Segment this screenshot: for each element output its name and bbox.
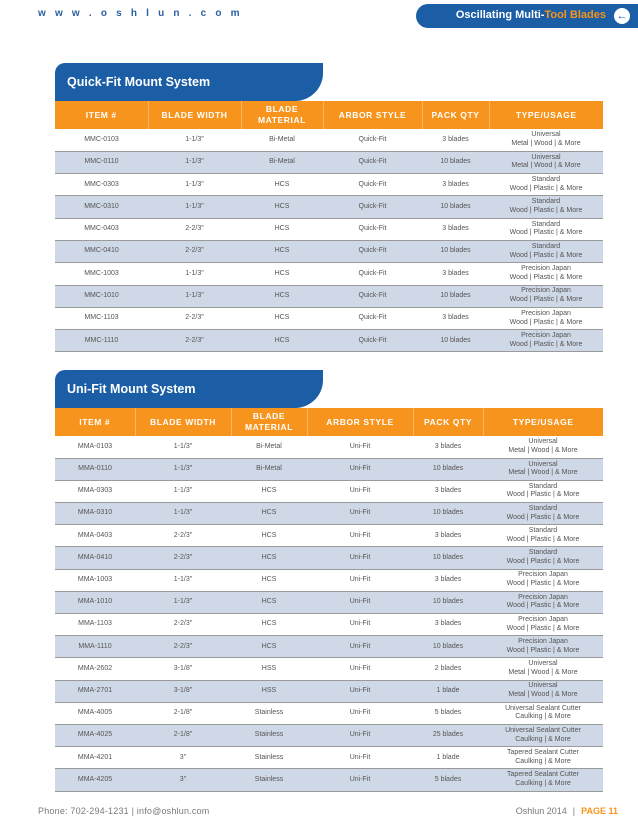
cell-pack: 3 blades: [413, 569, 483, 591]
usage-type: Precision Japan: [521, 265, 571, 273]
cell-item: MMA-2602: [55, 658, 135, 680]
usage-materials: Wood | Plastic | & More: [509, 251, 583, 259]
usage-type: Standard: [531, 198, 561, 206]
table-row: [55, 591, 603, 613]
usage-type: Precision Japan: [518, 593, 568, 601]
cell-pack: 3 blades: [422, 263, 489, 285]
cell-usage: [483, 702, 603, 724]
cell-width: 2-2/3": [148, 307, 241, 329]
usage-materials: Wood | Plastic | & More: [506, 624, 580, 632]
cell-usage: [489, 263, 603, 285]
cell-material: HCS: [231, 503, 307, 525]
cell-arbor: Uni-Fit: [307, 614, 413, 636]
table-row: [55, 196, 603, 218]
table-row: [55, 307, 603, 329]
cell-width: 1-1/3": [148, 285, 241, 307]
banner-title-main: Oscillating Multi-: [455, 9, 545, 21]
cell-width: 2-2/3": [148, 218, 241, 240]
cell-material: HSS: [231, 658, 307, 680]
cell-width: 1-1/3": [135, 569, 231, 591]
cell-item: MMA-4005: [55, 702, 135, 724]
cell-material: HCS: [241, 307, 323, 329]
usage-materials: Metal | Wood | & More: [508, 691, 578, 699]
usage-materials: Metal | Wood | & More: [511, 139, 581, 147]
col-header-item: ITEM #: [55, 101, 148, 129]
table-row: [55, 285, 603, 307]
cell-item: MMA-0110: [55, 458, 135, 480]
cell-material: HCS: [241, 196, 323, 218]
cell-width: 2-2/3": [135, 547, 231, 569]
table-row: [55, 702, 603, 724]
cell-usage: [489, 330, 603, 352]
cell-pack: 10 blades: [413, 636, 483, 658]
table-row: [55, 503, 603, 525]
cell-arbor: Uni-Fit: [307, 702, 413, 724]
cell-item: MMC-1103: [55, 307, 148, 329]
unifit-tab: [55, 370, 323, 408]
cell-item: MMC-1010: [55, 285, 148, 307]
usage-type: Precision Japan: [521, 287, 571, 295]
cell-arbor: Uni-Fit: [307, 724, 413, 746]
cell-material: Stainless: [231, 702, 307, 724]
usage-type: Universal: [531, 131, 561, 139]
cell-width: 2-1/8": [135, 724, 231, 746]
usage-materials: Wood | Plastic | & More: [509, 318, 583, 326]
cell-material: Bi-Metal: [231, 436, 307, 458]
usage-type: Universal Sealant Cutter: [505, 726, 581, 734]
cell-arbor: Quick-Fit: [323, 263, 422, 285]
cell-usage: [489, 174, 603, 196]
cell-pack: 25 blades: [413, 724, 483, 746]
cell-usage: [483, 436, 603, 458]
cell-arbor: Quick-Fit: [323, 307, 422, 329]
cell-width: 3-1/8": [135, 680, 231, 702]
table-row: [55, 636, 603, 658]
usage-materials: Wood | Plastic | & More: [509, 184, 583, 192]
cell-arbor: Uni-Fit: [307, 747, 413, 769]
cell-pack: 10 blades: [413, 591, 483, 613]
cell-arbor: Quick-Fit: [323, 218, 422, 240]
col-header-material-line2: MATERIAL: [257, 115, 307, 125]
cell-pack: 10 blades: [422, 196, 489, 218]
cell-material: HCS: [231, 591, 307, 613]
cell-width: 1-1/3": [148, 196, 241, 218]
cell-arbor: Quick-Fit: [323, 129, 422, 151]
usage-type: Standard: [531, 175, 561, 183]
usage-type: Standard: [531, 220, 561, 228]
cell-arbor: Uni-Fit: [307, 480, 413, 502]
cell-material: HCS: [241, 285, 323, 307]
cell-item: MMC-1003: [55, 263, 148, 285]
cell-arbor: Quick-Fit: [323, 174, 422, 196]
cell-usage: [489, 285, 603, 307]
cell-width: 3": [135, 769, 231, 791]
cell-usage: [483, 747, 603, 769]
cell-item: MMA-0410: [55, 547, 135, 569]
quickfit-table: [55, 101, 603, 352]
usage-type: Universal: [531, 153, 561, 161]
cell-width: 2-1/8": [135, 702, 231, 724]
table-row: [55, 614, 603, 636]
cell-width: 1-1/3": [148, 129, 241, 151]
cell-width: 2-2/3": [148, 240, 241, 262]
cell-arbor: Uni-Fit: [307, 636, 413, 658]
cell-usage: [483, 636, 603, 658]
cell-item: MMC-0403: [55, 218, 148, 240]
cell-width: 1-1/3": [148, 151, 241, 173]
quickfit-section: [55, 63, 603, 352]
cell-material: Bi-Metal: [241, 129, 323, 151]
cell-usage: [483, 569, 603, 591]
cell-pack: 10 blades: [422, 330, 489, 352]
usage-materials: Wood | Plastic | & More: [509, 340, 583, 348]
cell-usage: [483, 480, 603, 502]
usage-materials: Wood | Plastic | & More: [506, 491, 580, 499]
cell-width: 2-2/3": [135, 636, 231, 658]
cell-material: Stainless: [231, 724, 307, 746]
col-header-arbor: ARBOR STYLE: [307, 408, 413, 436]
usage-materials: Wood | Plastic | & More: [506, 513, 580, 521]
cell-width: 3": [135, 747, 231, 769]
cell-pack: 10 blades: [422, 240, 489, 262]
cell-item: MMA-0310: [55, 503, 135, 525]
col-header-width: BLADE WIDTH: [148, 101, 241, 129]
banner-title: [456, 9, 606, 21]
cell-material: HCS: [231, 525, 307, 547]
usage-materials: Metal | Wood | & More: [508, 668, 578, 676]
usage-type: Universal: [528, 682, 558, 690]
cell-usage: [483, 658, 603, 680]
cell-usage: [483, 680, 603, 702]
table-header-row: [55, 408, 603, 436]
table-row: [55, 680, 603, 702]
cell-item: MMA-0403: [55, 525, 135, 547]
usage-type: Standard: [528, 482, 558, 490]
cell-pack: 10 blades: [413, 503, 483, 525]
cell-material: HCS: [241, 263, 323, 285]
col-header-material: [231, 408, 307, 436]
usage-materials: Metal | Wood | & More: [511, 162, 581, 170]
cell-material: HCS: [231, 569, 307, 591]
usage-materials: Metal | Wood | & More: [508, 469, 578, 477]
table-header-row: [55, 101, 603, 129]
cell-arbor: Uni-Fit: [307, 680, 413, 702]
cell-material: HCS: [231, 636, 307, 658]
col-header-material: [241, 101, 323, 129]
table-row: [55, 458, 603, 480]
cell-pack: 1 blade: [413, 680, 483, 702]
cell-item: MMA-1103: [55, 614, 135, 636]
cell-pack: 3 blades: [413, 480, 483, 502]
cell-arbor: Quick-Fit: [323, 196, 422, 218]
banner-title-accent: Tool Blades: [544, 9, 606, 21]
table-row: [55, 547, 603, 569]
cell-material: HCS: [231, 480, 307, 502]
table-row: [55, 218, 603, 240]
cell-item: MMA-4025: [55, 724, 135, 746]
cell-arbor: Quick-Fit: [323, 285, 422, 307]
usage-type: Standard: [528, 527, 558, 535]
cell-usage: [489, 218, 603, 240]
cell-arbor: Quick-Fit: [323, 330, 422, 352]
unifit-section: [55, 370, 603, 792]
cell-pack: 3 blades: [422, 129, 489, 151]
usage-materials: Wood | Plastic | & More: [506, 602, 580, 610]
col-header-width: BLADE WIDTH: [135, 408, 231, 436]
section-banner: [416, 4, 638, 28]
cell-item: MMA-0303: [55, 480, 135, 502]
table-row: [55, 480, 603, 502]
cell-material: HSS: [231, 680, 307, 702]
col-header-material-line1: BLADE: [252, 411, 286, 422]
usage-materials: Wood | Plastic | & More: [509, 207, 583, 215]
cell-width: 2-2/3": [135, 525, 231, 547]
usage-type: Precision Japan: [521, 332, 571, 340]
cell-pack: 3 blades: [413, 436, 483, 458]
cell-material: HCS: [241, 218, 323, 240]
quickfit-tab: [55, 63, 323, 101]
page-number: PAGE 11: [581, 806, 618, 816]
cell-pack: 5 blades: [413, 702, 483, 724]
table-row: [55, 747, 603, 769]
cell-material: HCS: [241, 330, 323, 352]
website-url[interactable]: w w w . o s h l u n . c o m: [38, 8, 243, 19]
usage-materials: Caulking | & More: [515, 713, 571, 721]
cell-pack: 3 blades: [422, 174, 489, 196]
cell-item: MMC-0110: [55, 151, 148, 173]
cell-usage: [483, 503, 603, 525]
cell-arbor: Uni-Fit: [307, 569, 413, 591]
usage-materials: Metal | Wood | & More: [508, 446, 578, 454]
cell-usage: [489, 196, 603, 218]
cell-item: MMA-2701: [55, 680, 135, 702]
usage-type: Tapered Sealant Cutter: [507, 748, 579, 756]
cell-item: MMA-4201: [55, 747, 135, 769]
table-row: [55, 263, 603, 285]
cell-usage: [489, 151, 603, 173]
table-row: [55, 240, 603, 262]
usage-materials: Wood | Plastic | & More: [506, 646, 580, 654]
cell-width: 1-1/3": [135, 480, 231, 502]
usage-materials: Wood | Plastic | & More: [509, 229, 583, 237]
cell-material: Stainless: [231, 747, 307, 769]
col-header-usage: TYPE/USAGE: [483, 408, 603, 436]
cell-pack: 3 blades: [422, 307, 489, 329]
usage-materials: Wood | Plastic | & More: [506, 580, 580, 588]
cell-arbor: Uni-Fit: [307, 658, 413, 680]
cell-item: MMA-1010: [55, 591, 135, 613]
cell-arbor: Uni-Fit: [307, 458, 413, 480]
cell-width: 2-2/3": [148, 330, 241, 352]
col-header-material-line1: BLADE: [265, 104, 299, 115]
usage-materials: Wood | Plastic | & More: [506, 558, 580, 566]
cell-width: 1-1/3": [135, 591, 231, 613]
cell-item: MMC-1110: [55, 330, 148, 352]
cell-material: Bi-Metal: [231, 458, 307, 480]
footer-separator: |: [572, 806, 576, 816]
cell-material: HCS: [241, 174, 323, 196]
table-row: [55, 658, 603, 680]
cell-item: MMA-0103: [55, 436, 135, 458]
cell-width: 1-1/3": [135, 458, 231, 480]
usage-materials: Caulking | & More: [515, 779, 571, 787]
cell-width: 1-1/3": [135, 503, 231, 525]
table-row: [55, 769, 603, 791]
usage-type: Standard: [531, 242, 561, 250]
cell-item: MMC-0410: [55, 240, 148, 262]
cell-pack: 5 blades: [413, 769, 483, 791]
cell-pack: 3 blades: [413, 614, 483, 636]
table-row: [55, 330, 603, 352]
usage-type: Precision Japan: [521, 309, 571, 317]
usage-type: Standard: [528, 504, 558, 512]
cell-item: MMC-0303: [55, 174, 148, 196]
usage-type: Precision Japan: [518, 571, 568, 579]
table-row: [55, 525, 603, 547]
footer-contact: Phone: 702-294-1231 | info@oshlun.com: [38, 806, 210, 816]
table-row: [55, 436, 603, 458]
cell-width: 1-1/3": [135, 436, 231, 458]
cell-item: MMC-0310: [55, 196, 148, 218]
cell-usage: [483, 769, 603, 791]
cell-pack: 3 blades: [413, 525, 483, 547]
cell-width: 3-1/8": [135, 658, 231, 680]
page-header: [0, 0, 638, 30]
cell-usage: [483, 591, 603, 613]
table-row: [55, 151, 603, 173]
usage-materials: Caulking | & More: [515, 757, 571, 765]
usage-type: Standard: [528, 549, 558, 557]
quickfit-title: Quick-Fit Mount System: [67, 75, 211, 89]
footer-catalog: Oshlun 2014: [515, 806, 567, 816]
cell-pack: 1 blade: [413, 747, 483, 769]
usage-type: Universal: [528, 660, 558, 668]
table-row: [55, 174, 603, 196]
col-header-pack: PACK QTY: [422, 101, 489, 129]
cell-arbor: Uni-Fit: [307, 436, 413, 458]
cell-arbor: Uni-Fit: [307, 503, 413, 525]
col-header-arbor: ARBOR STYLE: [323, 101, 422, 129]
table-row: [55, 724, 603, 746]
unifit-title: Uni-Fit Mount System: [67, 382, 196, 396]
usage-type: Universal: [528, 460, 558, 468]
unifit-table: [55, 408, 603, 792]
usage-materials: Wood | Plastic | & More: [506, 535, 580, 543]
cell-item: MMA-1110: [55, 636, 135, 658]
cell-arbor: Quick-Fit: [323, 240, 422, 262]
cell-width: 2-2/3": [135, 614, 231, 636]
cell-arbor: Uni-Fit: [307, 547, 413, 569]
cell-material: HCS: [231, 614, 307, 636]
cell-usage: [489, 240, 603, 262]
cell-pack: 10 blades: [413, 458, 483, 480]
cell-material: HCS: [231, 547, 307, 569]
cell-width: 1-1/3": [148, 174, 241, 196]
cell-pack: 2 blades: [413, 658, 483, 680]
usage-type: Universal Sealant Cutter: [505, 704, 581, 712]
cell-material: HCS: [241, 240, 323, 262]
cell-item: MMC-0103: [55, 129, 148, 151]
cell-arbor: Uni-Fit: [307, 769, 413, 791]
col-header-item: ITEM #: [55, 408, 135, 436]
usage-type: Tapered Sealant Cutter: [507, 771, 579, 779]
cell-arbor: Uni-Fit: [307, 591, 413, 613]
back-arrow-icon[interactable]: ←: [614, 8, 630, 24]
cell-usage: [489, 307, 603, 329]
cell-usage: [489, 129, 603, 151]
cell-material: Stainless: [231, 769, 307, 791]
table-row: [55, 569, 603, 591]
cell-usage: [483, 525, 603, 547]
usage-materials: Wood | Plastic | & More: [509, 273, 583, 281]
cell-item: MMA-1003: [55, 569, 135, 591]
cell-item: MMA-4205: [55, 769, 135, 791]
usage-type: Universal: [528, 438, 558, 446]
usage-materials: Caulking | & More: [515, 735, 571, 743]
cell-pack: 10 blades: [413, 547, 483, 569]
cell-pack: 10 blades: [422, 151, 489, 173]
usage-materials: Wood | Plastic | & More: [509, 296, 583, 304]
cell-pack: 10 blades: [422, 285, 489, 307]
cell-usage: [483, 614, 603, 636]
usage-type: Precision Japan: [518, 638, 568, 646]
col-header-material-line2: MATERIAL: [244, 422, 294, 432]
cell-arbor: Uni-Fit: [307, 525, 413, 547]
cell-arbor: Quick-Fit: [323, 151, 422, 173]
table-row: [55, 129, 603, 151]
col-header-pack: PACK QTY: [413, 408, 483, 436]
cell-material: Bi-Metal: [241, 151, 323, 173]
cell-usage: [483, 458, 603, 480]
footer-page-info: [516, 806, 618, 816]
cell-usage: [483, 724, 603, 746]
col-header-usage: TYPE/USAGE: [489, 101, 603, 129]
usage-type: Precision Japan: [518, 615, 568, 623]
cell-usage: [483, 547, 603, 569]
cell-width: 1-1/3": [148, 263, 241, 285]
cell-pack: 3 blades: [422, 218, 489, 240]
